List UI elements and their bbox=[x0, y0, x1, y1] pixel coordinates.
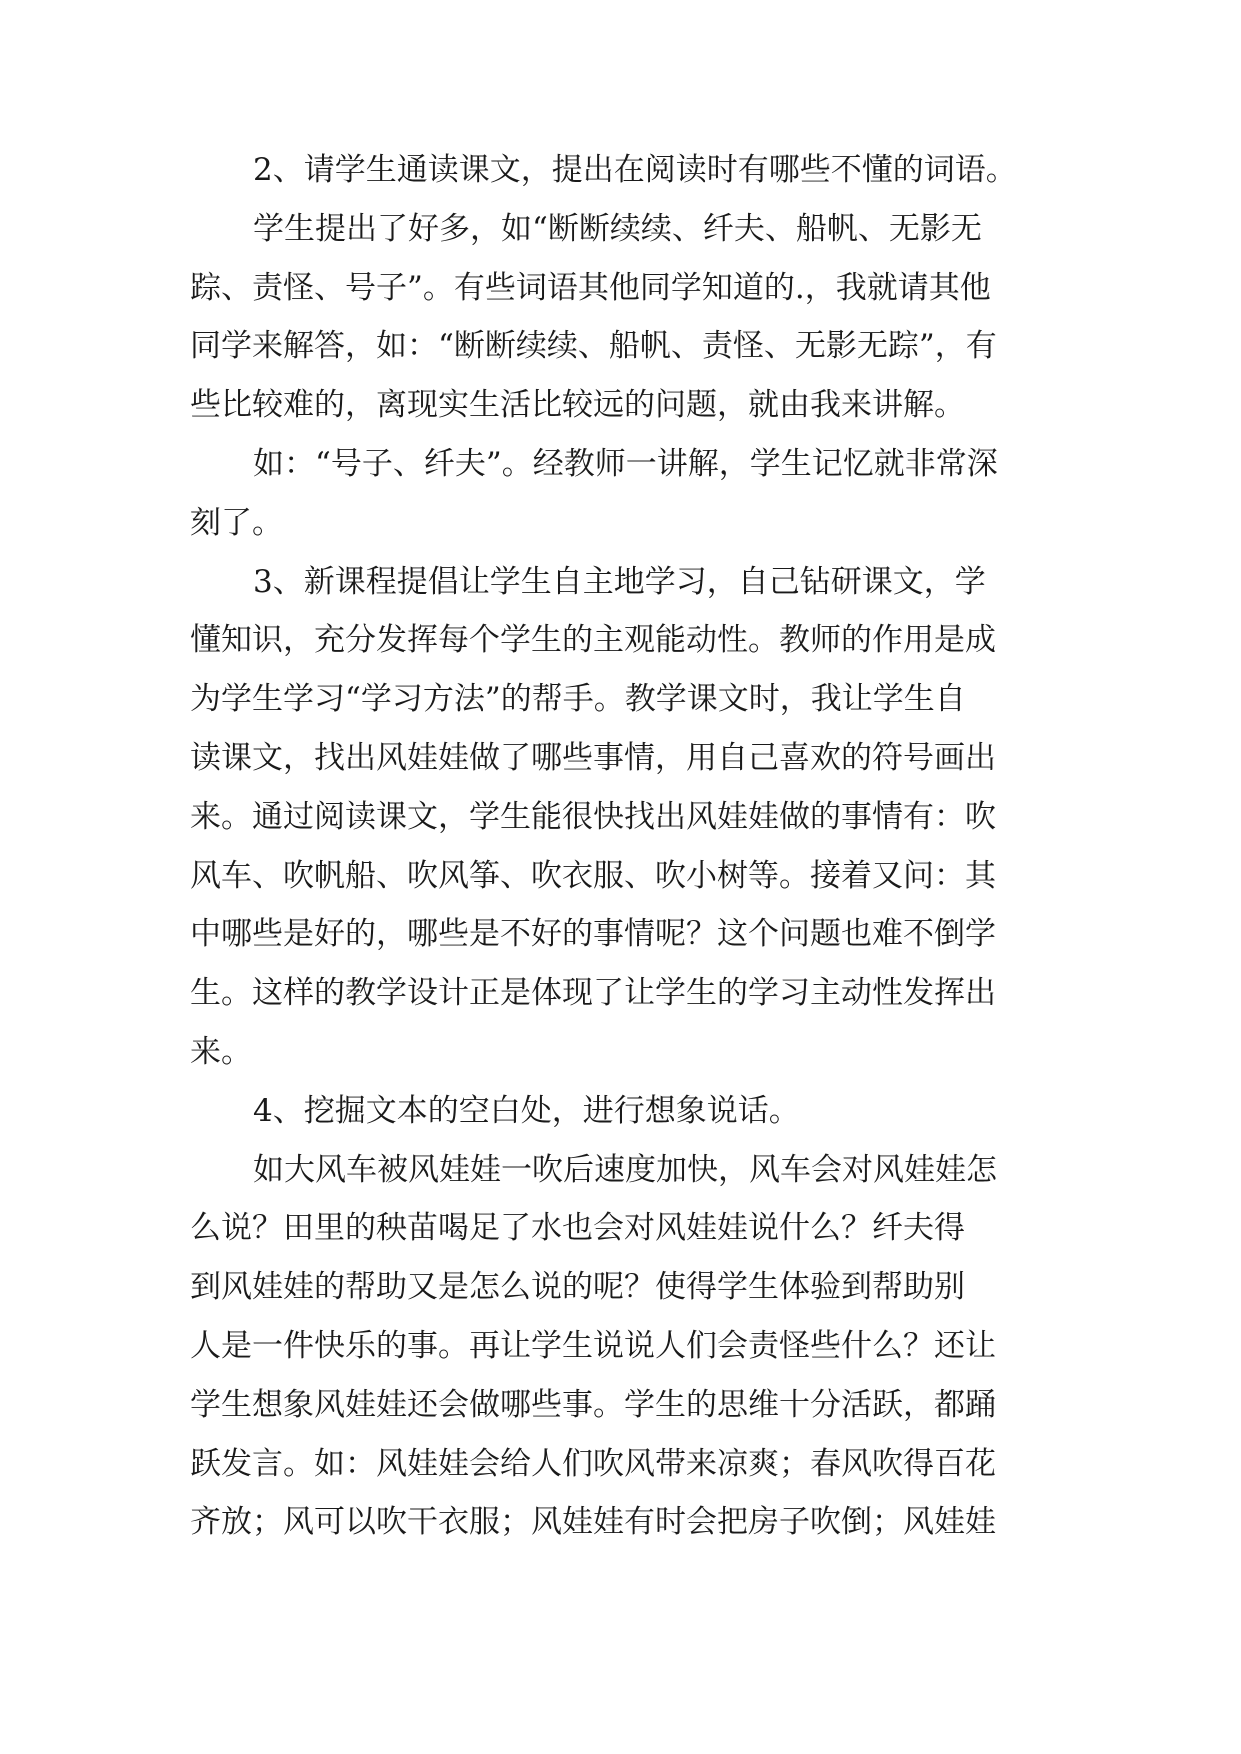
text-line: 来。通过阅读课文，学生能很快找出风娃娃做的事情有：吹 bbox=[190, 799, 996, 835]
text-line: 中哪些是好的，哪些是不好的事情呢？这个问题也难不倒学 bbox=[190, 916, 996, 952]
text-line: 4、挖掘文本的空白处，进行想象说话。 bbox=[253, 1093, 800, 1129]
text-line: 如：“号子、纤夫”。经教师一讲解，学生记忆就非常深 bbox=[253, 446, 998, 482]
text-line: 来。 bbox=[190, 1034, 252, 1070]
text-line: 如大风车被风娃娃一吹后速度加快，风车会对风娃娃怎 bbox=[253, 1152, 997, 1188]
text-line: 3、新课程提倡让学生自主地学习，自己钻研课文，学 bbox=[253, 564, 986, 600]
text-line: 风车、吹帆船、吹风筝、吹衣服、吹小树等。接着又问：其 bbox=[190, 858, 996, 894]
text-line: 齐放；风可以吹干衣服；风娃娃有时会把房子吹倒；风娃娃 bbox=[190, 1504, 996, 1540]
text-line: 跃发言。如：风娃娃会给人们吹风带来凉爽；春风吹得百花 bbox=[190, 1446, 996, 1482]
text-line: 懂知识，充分发挥每个学生的主观能动性。教师的作用是成 bbox=[190, 622, 996, 658]
text-line: 些比较难的，离现实生活比较远的问题，就由我来讲解。 bbox=[190, 387, 965, 423]
text-line: 么说？田里的秧苗喝足了水也会对风娃娃说什么？纤夫得 bbox=[190, 1210, 965, 1246]
text-line: 到风娃娃的帮助又是怎么说的呢？使得学生体验到帮助别 bbox=[190, 1269, 965, 1305]
text-line: 刻了。 bbox=[190, 505, 283, 541]
text-line: 学生想象风娃娃还会做哪些事。学生的思维十分活跃，都踊 bbox=[190, 1387, 996, 1423]
text-line: 同学来解答，如：“断断续续、船帆、责怪、无影无踪”，有 bbox=[190, 328, 997, 364]
text-line: 为学生学习“学习方法”的帮手。教学课文时，我让学生自 bbox=[190, 681, 966, 717]
text-line: 人是一件快乐的事。再让学生说说人们会责怪些什么？还让 bbox=[190, 1328, 996, 1364]
text-line: 读课文，找出风娃娃做了哪些事情，用自己喜欢的符号画出 bbox=[190, 740, 996, 776]
text-line: 生。这样的教学设计正是体现了让学生的学习主动性发挥出 bbox=[190, 975, 996, 1011]
text-line: 2、请学生通读课文，提出在阅读时有哪些不懂的词语。 bbox=[253, 152, 1017, 188]
text-line: 学生提出了好多，如“断断续续、纤夫、船帆、无影无 bbox=[253, 211, 982, 247]
text-line: 踪、责怪、号子”。有些词语其他同学知道的.，我就请其他 bbox=[190, 270, 991, 306]
